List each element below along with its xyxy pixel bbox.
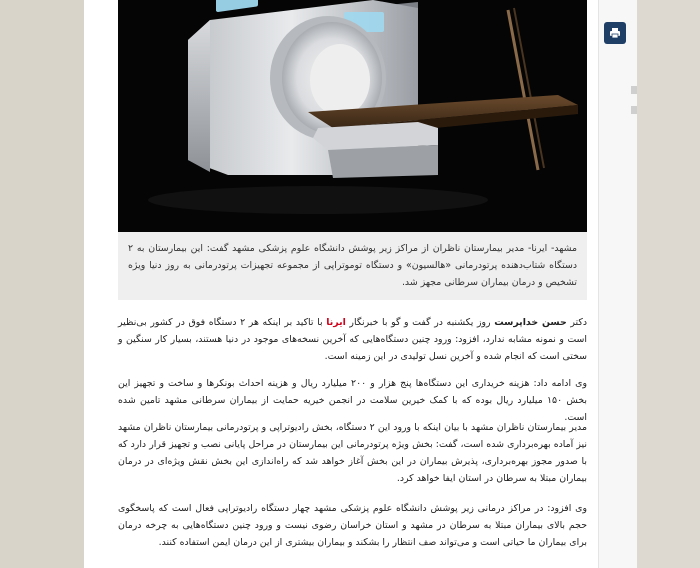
- print-button[interactable]: [604, 22, 626, 44]
- page-background-left: [0, 0, 84, 568]
- article-paragraph-4: وی افزود: در مراکز درمانی زیر پوشش دانشگاه علوم پزشکی مشهد چهار دستگاه رادیوتراپی فعال است که پاسخگوی حجم بالای بیماران مبتلا به سرطان در مشهد و استان خراسان رضوی نیست و ورود چنین دستگاه‌هایی به چرخه درمان برای بیماران ما حیاتی است و می‌تواند صف انتظار را بشکند و بیماران بیشتری از این درمان ایمن استفاده کنند.: [118, 503, 587, 548]
- article-paragraph-1: [118, 314, 587, 365]
- sidebar-mark: [631, 106, 637, 114]
- article-photo: [118, 0, 587, 232]
- paragraph-rest: با تاکید بر اینکه هر ۲ دستگاه فوق در کشور بی‌نظیر است و نمونه مشابه ندارد، افزود: ورود چنین دستگاه‌هایی که آخرین نسخه‌های موجود در دنیا هستند، بسیار کار سنگین و سختی است که انجام شده و آخرین نسل تولیدی در این زمینه است.: [118, 317, 587, 362]
- person-name: حسن خداپرست: [494, 317, 567, 328]
- page-background-right: [636, 0, 700, 568]
- article-paragraph-2: وی ادامه داد: هزینه خریداری این دستگاه‌ها پنج هزار و ۲۰۰ میلیارد ریال و هزینه احداث بونکرها و ساخت و تجهیز این بخش ۱۵۰ میلیارد ریال بوده که با کمک خیرین سلامت در انجمن خیریه حمایت از بیماران سرطانی مشهد تامین شده است.: [118, 378, 587, 423]
- paragraph-lead: دکتر: [566, 317, 587, 328]
- printer-icon: [609, 27, 621, 39]
- photo-caption: مشهد- ایرنا- مدیر بیمارستان ناظران از مراکز زیر پوشش دانشگاه علوم پزشکی مشهد گفت: این بیمارستان به ۲ دستگاه شتاب‌دهنده پرتودرمانی «هالسیون» و دستگاه توموتراپی از مجموعه تجهیزات پرتودرمانی به روز دنیا ویژه تشخیص و درمان بیماران سرطانی مجهز شد.: [118, 232, 587, 300]
- agency-link[interactable]: ایرنا: [326, 317, 346, 328]
- paragraph-mid: روز یکشنبه در گفت و گو با خبرنگار: [345, 317, 495, 328]
- linear-accelerator-machine: [118, 0, 587, 232]
- sidebar-mark: [631, 86, 637, 94]
- article-paragraph-3: مدیر بیمارستان ناظران مشهد با بیان اینکه با ورود این ۲ دستگاه، بخش رادیوتراپی و پرتودرمانی بیمارستان ناظران مشهد نیز آماده بهره‌برداری شده است، گفت: بخش ویژه پرتودرمانی این بیمارستان در مراحل پایانی نصب و تجهیز قرار دارد که با صدور مجوز بهره‌برداری، پذیرش بیماران در این بخش آغاز خواهد شد که راه‌اندازی این بخش نقش ویژه‌ای در درمان بیماران مبتلا به سرطان در استان ایفا خواهد کرد.: [118, 422, 588, 484]
